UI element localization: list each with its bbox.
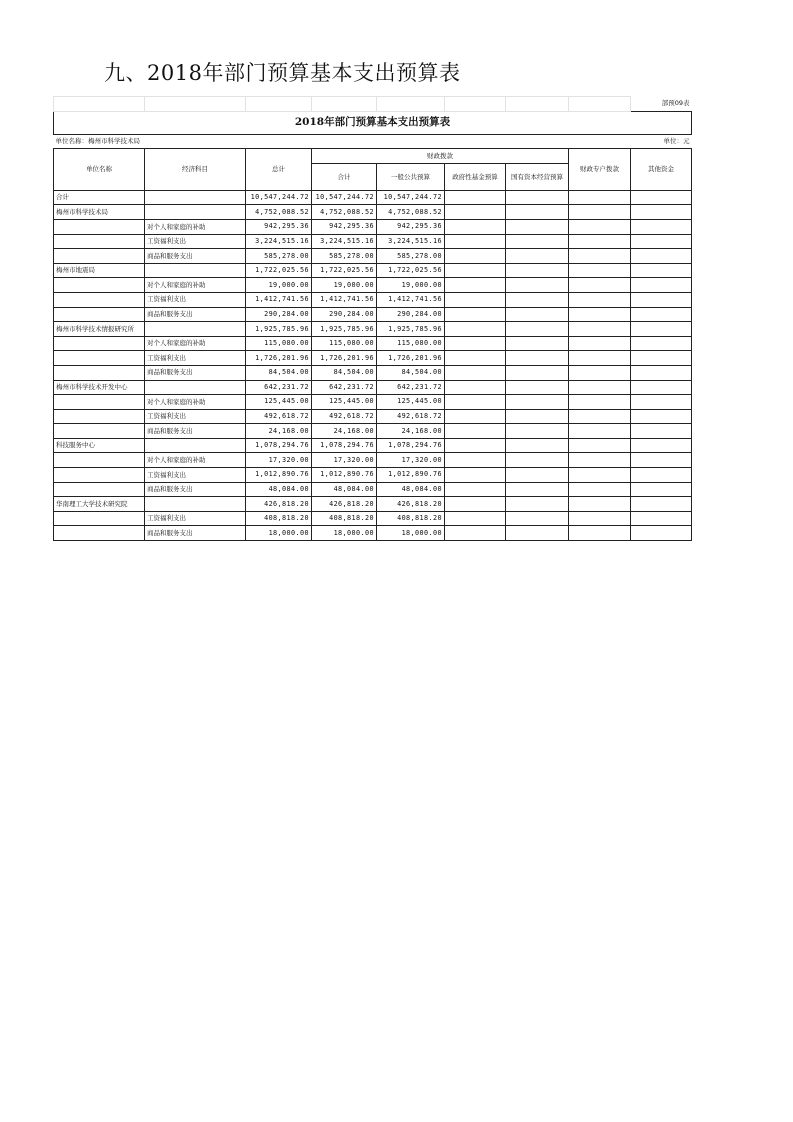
cell-other <box>631 234 692 249</box>
cell-general: 24,168.00 <box>377 424 445 439</box>
cell-fiscal-total: 1,722,025.56 <box>312 263 377 278</box>
cell-fiscal-total: 492,618.72 <box>312 409 377 424</box>
cell-econ: 工资福利支出 <box>145 292 246 307</box>
cell-fiscal-total: 426,818.20 <box>312 497 377 512</box>
cell-total: 642,231.72 <box>246 380 312 395</box>
cell-special <box>569 409 631 424</box>
cell-other <box>631 322 692 337</box>
cell-fiscal-total: 290,284.00 <box>312 307 377 322</box>
cell-econ: 商品和服务支出 <box>145 526 246 541</box>
cell-total: 942,295.36 <box>246 219 312 234</box>
cell-state-capital <box>506 249 569 264</box>
col-header-state-capital: 国有资本经营预算 <box>506 163 569 190</box>
cell-unit <box>54 307 145 322</box>
cell-gov-fund <box>445 409 506 424</box>
cell-fiscal-total: 24,168.00 <box>312 424 377 439</box>
cell-unit <box>54 424 145 439</box>
cell-econ: 商品和服务支出 <box>145 365 246 380</box>
cell-unit: 梅州市科学技术开发中心 <box>54 380 145 395</box>
cell-other <box>631 526 692 541</box>
cell-unit <box>54 453 145 468</box>
cell-unit <box>54 409 145 424</box>
cell-fiscal-total: 84,504.00 <box>312 365 377 380</box>
cell-gov-fund <box>445 322 506 337</box>
cell-other <box>631 336 692 351</box>
cell-state-capital <box>506 263 569 278</box>
cell-state-capital <box>506 365 569 380</box>
cell-general: 115,080.00 <box>377 336 445 351</box>
cell-other <box>631 380 692 395</box>
col-header-general: 一般公共预算 <box>377 163 445 190</box>
cell-state-capital <box>506 438 569 453</box>
cell-econ <box>145 438 246 453</box>
cell-other <box>631 395 692 410</box>
col-header-total: 总计 <box>246 149 312 191</box>
cell-unit: 科技服务中心 <box>54 438 145 453</box>
cell-econ: 工资福利支出 <box>145 409 246 424</box>
col-header-fiscal-total: 合计 <box>312 163 377 190</box>
cell-gov-fund <box>445 263 506 278</box>
col-header-unit: 单位名称 <box>54 149 145 191</box>
cell-econ <box>145 380 246 395</box>
cell-econ <box>145 205 246 220</box>
cell-total: 125,445.00 <box>246 395 312 410</box>
cell-other <box>631 409 692 424</box>
cell-fiscal-total: 1,925,785.96 <box>312 322 377 337</box>
cell-total: 10,547,244.72 <box>246 190 312 205</box>
cell-econ: 商品和服务支出 <box>145 482 246 497</box>
table-row <box>54 205 692 220</box>
cell-other <box>631 292 692 307</box>
cell-general: 84,504.00 <box>377 365 445 380</box>
col-header-gov-fund: 政府性基金预算 <box>445 163 506 190</box>
cell-total: 19,000.00 <box>246 278 312 293</box>
cell-general: 942,295.36 <box>377 219 445 234</box>
cell-unit <box>54 365 145 380</box>
cell-special <box>569 336 631 351</box>
cell-total: 1,012,890.76 <box>246 468 312 483</box>
table-row <box>54 526 692 541</box>
cell-other <box>631 438 692 453</box>
cell-general: 1,722,025.56 <box>377 263 445 278</box>
table-row <box>54 292 692 307</box>
cell-total: 48,084.00 <box>246 482 312 497</box>
cell-total: 84,504.00 <box>246 365 312 380</box>
unit-name: 单位名称：梅州市科学技术局 <box>55 137 140 146</box>
cell-fiscal-total: 642,231.72 <box>312 380 377 395</box>
cell-state-capital <box>506 234 569 249</box>
cell-state-capital <box>506 409 569 424</box>
cell-unit <box>54 511 145 526</box>
table-row <box>54 307 692 322</box>
cell-gov-fund <box>445 424 506 439</box>
table-row <box>54 190 692 205</box>
cell-total: 1,722,025.56 <box>246 263 312 278</box>
budget-table <box>53 96 692 541</box>
table-row <box>54 380 692 395</box>
cell-special <box>569 380 631 395</box>
cell-special <box>569 526 631 541</box>
cell-fiscal-total: 17,320.00 <box>312 453 377 468</box>
cell-general: 17,320.00 <box>377 453 445 468</box>
col-header-fiscal-group: 财政拨款 <box>312 149 569 164</box>
cell-unit <box>54 526 145 541</box>
cell-general: 4,752,088.52 <box>377 205 445 220</box>
cell-general: 408,818.20 <box>377 511 445 526</box>
cell-fiscal-total: 125,445.00 <box>312 395 377 410</box>
cell-fiscal-total: 48,084.00 <box>312 482 377 497</box>
cell-unit <box>54 351 145 366</box>
page-heading: 九、2018年部门预算基本支出预算表 <box>104 61 461 85</box>
table-code-row <box>54 97 692 112</box>
table-row <box>54 424 692 439</box>
cell-unit <box>54 278 145 293</box>
cell-special <box>569 292 631 307</box>
cell-other <box>631 263 692 278</box>
cell-gov-fund <box>445 482 506 497</box>
cell-other <box>631 482 692 497</box>
cell-gov-fund <box>445 278 506 293</box>
cell-special <box>569 351 631 366</box>
table-row <box>54 453 692 468</box>
cell-special <box>569 249 631 264</box>
cell-fiscal-total: 115,080.00 <box>312 336 377 351</box>
cell-general: 1,726,201.96 <box>377 351 445 366</box>
cell-econ <box>145 263 246 278</box>
cell-gov-fund <box>445 234 506 249</box>
cell-state-capital <box>506 395 569 410</box>
cell-unit: 梅州市科学技术局 <box>54 205 145 220</box>
col-header-special: 财政专户拨款 <box>569 149 631 191</box>
cell-special <box>569 511 631 526</box>
cell-econ: 对个人和家庭的补助 <box>145 219 246 234</box>
table-row <box>54 234 692 249</box>
table-row <box>54 365 692 380</box>
cell-state-capital <box>506 511 569 526</box>
cell-gov-fund <box>445 351 506 366</box>
cell-unit <box>54 336 145 351</box>
table-row <box>54 409 692 424</box>
cell-total: 426,818.20 <box>246 497 312 512</box>
cell-unit <box>54 482 145 497</box>
cell-state-capital <box>506 468 569 483</box>
cell-total: 3,224,515.16 <box>246 234 312 249</box>
cell-state-capital <box>506 292 569 307</box>
cell-fiscal-total: 1,078,294.76 <box>312 438 377 453</box>
cell-state-capital <box>506 190 569 205</box>
cell-econ: 对个人和家庭的补助 <box>145 395 246 410</box>
cell-general: 492,618.72 <box>377 409 445 424</box>
table-row <box>54 336 692 351</box>
cell-unit: 梅州市地震局 <box>54 263 145 278</box>
cell-econ: 商品和服务支出 <box>145 249 246 264</box>
table-row <box>54 263 692 278</box>
table-row <box>54 511 692 526</box>
cell-state-capital <box>506 307 569 322</box>
table-row <box>54 395 692 410</box>
cell-general: 3,224,515.16 <box>377 234 445 249</box>
table-row <box>54 468 692 483</box>
cell-general: 125,445.00 <box>377 395 445 410</box>
cell-total: 18,000.00 <box>246 526 312 541</box>
cell-total: 290,284.00 <box>246 307 312 322</box>
table-row <box>54 219 692 234</box>
cell-general: 585,278.00 <box>377 249 445 264</box>
cell-econ: 工资福利支出 <box>145 468 246 483</box>
cell-unit <box>54 219 145 234</box>
cell-total: 4,752,088.52 <box>246 205 312 220</box>
cell-gov-fund <box>445 219 506 234</box>
cell-gov-fund <box>445 395 506 410</box>
cell-unit: 合计 <box>54 190 145 205</box>
cell-special <box>569 482 631 497</box>
cell-special <box>569 263 631 278</box>
cell-unit <box>54 234 145 249</box>
cell-fiscal-total: 10,547,244.72 <box>312 190 377 205</box>
cell-other <box>631 497 692 512</box>
cell-other <box>631 468 692 483</box>
cell-gov-fund <box>445 453 506 468</box>
cell-general: 10,547,244.72 <box>377 190 445 205</box>
cell-total: 1,925,785.96 <box>246 322 312 337</box>
cell-state-capital <box>506 336 569 351</box>
cell-unit <box>54 395 145 410</box>
cell-total: 492,618.72 <box>246 409 312 424</box>
cell-state-capital <box>506 424 569 439</box>
cell-general: 1,412,741.56 <box>377 292 445 307</box>
cell-other <box>631 307 692 322</box>
cell-state-capital <box>506 219 569 234</box>
table-row <box>54 438 692 453</box>
header-row-1 <box>54 149 692 164</box>
cell-econ: 工资福利支出 <box>145 351 246 366</box>
cell-unit <box>54 292 145 307</box>
cell-state-capital <box>506 351 569 366</box>
cell-unit: 华南理工大学技术研究院 <box>54 497 145 512</box>
cell-gov-fund <box>445 205 506 220</box>
cell-special <box>569 278 631 293</box>
cell-econ <box>145 497 246 512</box>
cell-unit: 梅州市科学技术情报研究所 <box>54 322 145 337</box>
cell-econ: 工资福利支出 <box>145 234 246 249</box>
cell-special <box>569 395 631 410</box>
cell-general: 18,000.00 <box>377 526 445 541</box>
cell-gov-fund <box>445 526 506 541</box>
cell-total: 1,078,294.76 <box>246 438 312 453</box>
budget-sheet <box>53 96 691 541</box>
cell-general: 1,078,294.76 <box>377 438 445 453</box>
cell-general: 19,000.00 <box>377 278 445 293</box>
cell-fiscal-total: 942,295.36 <box>312 219 377 234</box>
cell-special <box>569 365 631 380</box>
cell-gov-fund <box>445 249 506 264</box>
cell-state-capital <box>506 497 569 512</box>
cell-gov-fund <box>445 307 506 322</box>
cell-fiscal-total: 408,818.20 <box>312 511 377 526</box>
cell-special <box>569 234 631 249</box>
table-code: 部预09表 <box>661 99 690 108</box>
cell-gov-fund <box>445 468 506 483</box>
cell-state-capital <box>506 453 569 468</box>
cell-gov-fund <box>445 438 506 453</box>
cell-total: 17,320.00 <box>246 453 312 468</box>
cell-econ: 商品和服务支出 <box>145 424 246 439</box>
cell-state-capital <box>506 380 569 395</box>
cell-gov-fund <box>445 511 506 526</box>
cell-special <box>569 205 631 220</box>
unit-label: 单位：元 <box>663 137 690 146</box>
col-header-econ: 经济科目 <box>145 149 246 191</box>
cell-unit <box>54 249 145 264</box>
table-row <box>54 482 692 497</box>
cell-general: 642,231.72 <box>377 380 445 395</box>
cell-total: 1,412,741.56 <box>246 292 312 307</box>
cell-special <box>569 190 631 205</box>
cell-special <box>569 497 631 512</box>
table-row <box>54 322 692 337</box>
cell-gov-fund <box>445 190 506 205</box>
cell-econ: 工资福利支出 <box>145 511 246 526</box>
cell-general: 1,012,890.76 <box>377 468 445 483</box>
cell-gov-fund <box>445 380 506 395</box>
cell-fiscal-total: 1,412,741.56 <box>312 292 377 307</box>
cell-state-capital <box>506 205 569 220</box>
cell-other <box>631 249 692 264</box>
cell-unit <box>54 468 145 483</box>
cell-econ <box>145 190 246 205</box>
cell-other <box>631 190 692 205</box>
cell-state-capital <box>506 278 569 293</box>
cell-special <box>569 219 631 234</box>
cell-general: 48,084.00 <box>377 482 445 497</box>
cell-general: 1,925,785.96 <box>377 322 445 337</box>
cell-fiscal-total: 18,000.00 <box>312 526 377 541</box>
cell-econ: 对个人和家庭的补助 <box>145 453 246 468</box>
cell-econ <box>145 322 246 337</box>
cell-special <box>569 438 631 453</box>
cell-special <box>569 453 631 468</box>
cell-other <box>631 424 692 439</box>
table-title-row <box>54 111 692 134</box>
cell-gov-fund <box>445 497 506 512</box>
cell-total: 115,080.00 <box>246 336 312 351</box>
cell-state-capital <box>506 322 569 337</box>
table-row <box>54 249 692 264</box>
cell-other <box>631 205 692 220</box>
table-row <box>54 351 692 366</box>
cell-general: 426,818.20 <box>377 497 445 512</box>
cell-fiscal-total: 3,224,515.16 <box>312 234 377 249</box>
cell-total: 585,278.00 <box>246 249 312 264</box>
cell-other <box>631 219 692 234</box>
cell-gov-fund <box>445 292 506 307</box>
cell-total: 408,818.20 <box>246 511 312 526</box>
table-title: 2018年部门预算基本支出预算表 <box>54 111 692 134</box>
cell-other <box>631 511 692 526</box>
cell-other <box>631 365 692 380</box>
cell-fiscal-total: 585,278.00 <box>312 249 377 264</box>
cell-gov-fund <box>445 336 506 351</box>
cell-state-capital <box>506 482 569 497</box>
table-row <box>54 278 692 293</box>
cell-special <box>569 468 631 483</box>
cell-total: 24,168.00 <box>246 424 312 439</box>
cell-other <box>631 278 692 293</box>
cell-state-capital <box>506 526 569 541</box>
cell-fiscal-total: 19,000.00 <box>312 278 377 293</box>
cell-fiscal-total: 1,012,890.76 <box>312 468 377 483</box>
meta-row <box>54 134 692 149</box>
cell-fiscal-total: 4,752,088.52 <box>312 205 377 220</box>
cell-econ: 商品和服务支出 <box>145 307 246 322</box>
cell-gov-fund <box>445 365 506 380</box>
cell-econ: 对个人和家庭的补助 <box>145 336 246 351</box>
cell-other <box>631 351 692 366</box>
cell-special <box>569 322 631 337</box>
cell-other <box>631 453 692 468</box>
cell-general: 290,284.00 <box>377 307 445 322</box>
cell-fiscal-total: 1,726,201.96 <box>312 351 377 366</box>
cell-econ: 对个人和家庭的补助 <box>145 278 246 293</box>
cell-special <box>569 307 631 322</box>
cell-total: 1,726,201.96 <box>246 351 312 366</box>
table-row <box>54 497 692 512</box>
col-header-other: 其他资金 <box>631 149 692 191</box>
cell-special <box>569 424 631 439</box>
